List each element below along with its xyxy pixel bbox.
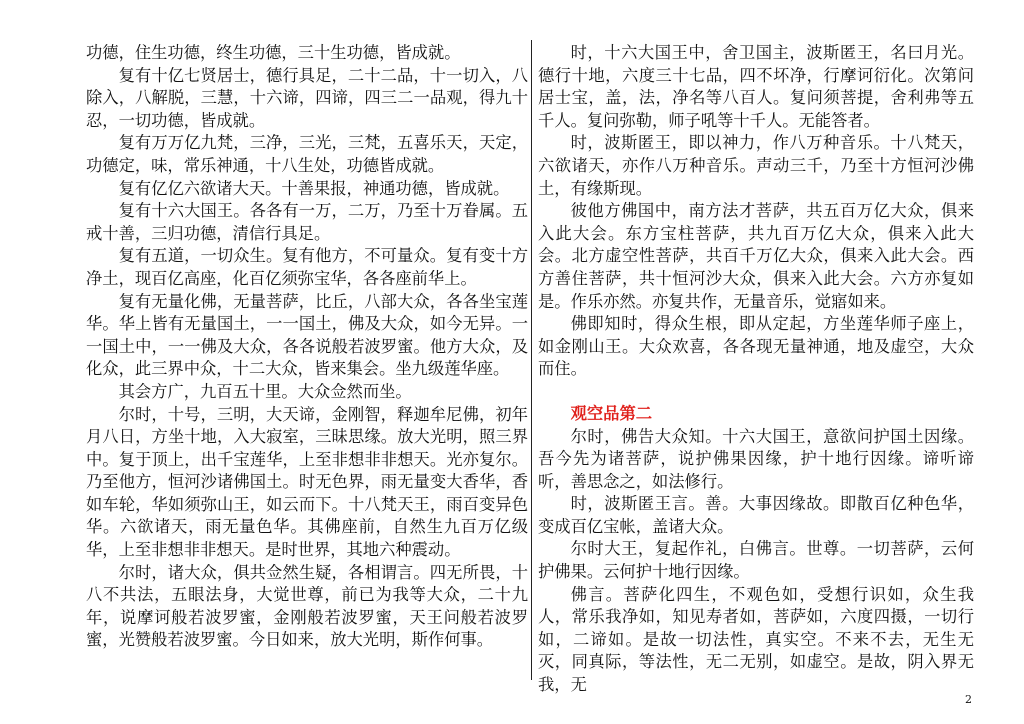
paragraph: 尔时，诸大众，俱共佥然生疑，各相谓言。四无所畏，十八不共法，五眼法身，大觉世尊，前已为我等大众，二十九年，说摩诃般若波罗蜜，金刚般若波罗蜜，天王问般若波罗蜜，光赞般若波罗蜜。今日如来，放大光明，斯作何事。	[86, 562, 528, 650]
paragraph: 复有亿亿六欲诸大天。十善果报，神通功德，皆成就。	[118, 178, 510, 198]
paragraph: 尔时大王，复起作礼，白佛言。世尊。一切菩萨，云何护佛果。云何护十地行因缘。	[538, 539, 974, 582]
paragraph: 佛即知时，得众生根，即从定起，方坐莲华师子座上，如金刚山王。大众欢喜，各各现无量神通，地及虚空，大众而住。	[538, 314, 974, 379]
paragraph: 尔时，佛告大众知。十六大国王，意欲问护国土因缘。吾今先为诸菩萨，说护佛果因缘，护十地行因缘。谛听谛听，善思念之，如法修行。	[538, 426, 974, 491]
page-number: 2	[965, 693, 972, 706]
paragraph: 复有无量化佛，无量菩萨，比丘，八部大众，各各坐宝莲华。华上皆有无量国土，一一国土，佛及大众，如今无异。一一国土中，一一佛及大众，各各说般若波罗蜜。他方大众，及化众，此三界中众，十二大众，皆来集会。坐九级莲华座。	[86, 291, 528, 379]
paragraph: 复有十亿七贤居士，德行具足，二十二品，十一切入，八除入，八解脱，三慧，十六谛，四谛，四三二一品观，得九十忍，一切功德，皆成就。	[86, 65, 528, 130]
paragraph: 复有万万亿九梵，三净，三光，三梵，五喜乐天，天定，功德定，味，常乐神通，十八生处，功德皆成就。	[86, 133, 528, 175]
paragraph: 复有五道，一切众生。复有他方，不可量众。复有变十方净土，现百亿高座，化百亿须弥宝华，各各座前华上。	[86, 246, 528, 288]
paragraph: 时，十六大国王中，舍卫国主，波斯匿王，名曰月光。德行十地，六度三十七品，四不坏净，行摩诃衍化。次第问居士宝，盖，法，净名等八百人。复问须菩提，舍利弗等五千人。复问弥勒，师子吼等十千人。无能答者。	[538, 43, 974, 130]
paragraph: 复有十六大国王。各各有一万，二万，乃至十万眷属。五戒十善，三归功德，清信行具足。	[86, 201, 528, 243]
paragraph: 尔时，十号，三明，大天谛，金刚智，释迦牟尼佛，初年月八日，方坐十地，入大寂室，三昧思缘。放大光明，照三界中。复于顶上，出千宝莲华，上至非想非非想天。光亦复尔。乃至他方，恒河沙诸佛国土。时无色界，雨无量变大香华，香如车轮，华如须弥山王，如云而下。十八梵天王，雨百变异色华。六欲诸天，雨无量色华。其佛座前，自然生九百万亿级华，上至非想非非想天。是时世界，其地六种震动。	[86, 404, 528, 560]
column-divider	[531, 40, 532, 680]
paragraph: 佛言。菩萨化四生，不观色如，受想行识如，众生我人，常乐我净如，知见寿者如，菩萨如，六度四摄，一切行如，二谛如。是故一切法性，真实空。不来不去，无生无灭，同真际，等法性，无二无别，如虚空。是故，阴入界无我，无	[538, 584, 974, 695]
paragraph: 其会方广，九百五十里。大众佥然而坐。	[118, 381, 412, 401]
paragraph: 彼他方佛国中，南方法才菩萨，共五百万亿大众，俱来入此大会。东方宝柱菩萨，共九百万亿大众，俱来入此大会。北方虚空性菩萨，共百千万亿大众，俱来入此大会。西方善住菩萨，共十恒河沙大众，俱来入此大会。六方亦复如是。作乐亦然。亦复共作，无量音乐，觉寤如来。	[538, 201, 974, 311]
left-column	[86, 42, 528, 652]
paragraph: 时，波斯匿王言。善。大事因缘故。即散百亿种色华，变成百亿宝帐，盖诸大众。	[538, 494, 974, 536]
right-column	[538, 42, 974, 697]
chapter-heading: 观空品第二	[570, 403, 653, 423]
paragraph: 时，波斯匿王，即以神力，作八万种音乐。十八梵天，六欲诸天，亦作八万种音乐。声动三千，乃至十方恒河沙佛土，有缘斯现。	[538, 133, 974, 198]
paragraph: 功德，住生功德，终生功德，三十生功德，皆成就。	[86, 43, 461, 62]
